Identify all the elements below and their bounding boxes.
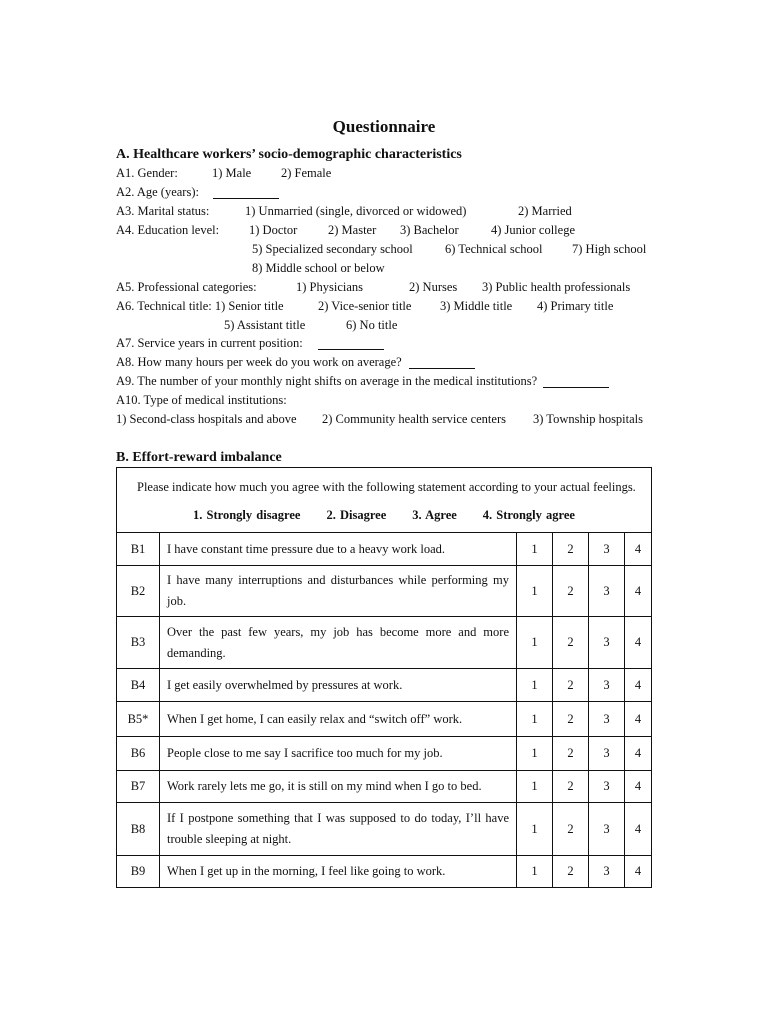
- table-intro-cell: [117, 468, 652, 533]
- response-option-1[interactable]: 1: [517, 803, 553, 856]
- instructions-text: Please indicate how much you agree with the following statement according to your actual feelings.: [137, 480, 636, 494]
- a6-option-primary[interactable]: 4) Primary title: [537, 299, 614, 313]
- a4-option-bachelor[interactable]: 3) Bachelor: [400, 223, 459, 237]
- a3-option-married[interactable]: 2) Married: [518, 204, 572, 218]
- table-row: [117, 617, 652, 669]
- response-option-4[interactable]: 4: [625, 856, 652, 888]
- page-title: Questionnaire: [332, 117, 436, 136]
- section-a-heading: A. Healthcare workers’ socio-demographic characteristics: [116, 147, 462, 162]
- response-option-2[interactable]: 2: [553, 566, 589, 617]
- response-option-2[interactable]: 2: [553, 803, 589, 856]
- scale-label-2: 2. Disagree: [326, 508, 387, 522]
- response-option-3[interactable]: 3: [589, 856, 625, 888]
- a7-answer-blank[interactable]: [318, 337, 384, 350]
- item-statement: I get easily overwhelmed by pressures at work.: [160, 669, 517, 702]
- a7-label-text: A7. Service years in current position:: [116, 336, 303, 350]
- item-statement: When I get up in the morning, I feel like going to work.: [160, 856, 517, 888]
- a6-option-middle[interactable]: 3) Middle title: [440, 299, 513, 313]
- response-option-3[interactable]: 3: [589, 566, 625, 617]
- a1-label: A1. Gender:: [116, 166, 178, 180]
- a5-option-physicians[interactable]: 1) Physicians: [296, 280, 364, 294]
- response-option-1[interactable]: 1: [517, 617, 553, 669]
- a4-option-junior-college[interactable]: 4) Junior college: [491, 223, 576, 237]
- table-intro-row: [117, 468, 652, 533]
- table-row: [117, 669, 652, 702]
- a3-label: A3. Marital status:: [116, 204, 210, 218]
- response-option-1[interactable]: 1: [517, 856, 553, 888]
- scale-label-4: 4. Strongly agree: [482, 508, 575, 522]
- table-row: [117, 856, 652, 888]
- response-option-4[interactable]: 4: [625, 771, 652, 803]
- table-row: [117, 803, 652, 856]
- item-statement: Over the past few years, my job has become more and more demanding.: [160, 617, 517, 669]
- response-option-4[interactable]: 4: [625, 803, 652, 856]
- a1-option-male[interactable]: 1) Male: [212, 166, 252, 180]
- response-option-4[interactable]: 4: [625, 533, 652, 566]
- item-code: B9: [117, 856, 160, 888]
- scale-label-1: 1. Strongly disagree: [193, 508, 301, 522]
- response-option-1[interactable]: 1: [517, 533, 553, 566]
- table-row: [117, 533, 652, 566]
- item-statement: Work rarely lets me go, it is still on my mind when I go to bed.: [160, 771, 517, 803]
- item-code: B6: [117, 737, 160, 771]
- response-option-4[interactable]: 4: [625, 669, 652, 702]
- a6-option-vice-senior[interactable]: 2) Vice-senior title: [318, 299, 412, 313]
- response-scale: [125, 504, 643, 526]
- section-b-heading: B. Effort-reward imbalance: [116, 450, 282, 465]
- response-option-2[interactable]: 2: [553, 669, 589, 702]
- table-row: [117, 702, 652, 737]
- item-code: B8: [117, 803, 160, 856]
- a8-answer-blank[interactable]: [409, 356, 475, 369]
- a10-option-second-class[interactable]: 1) Second-class hospitals and above: [116, 412, 297, 426]
- item-statement: When I get home, I can easily relax and “switch off” work.: [160, 702, 517, 737]
- a2-label-text: A2. Age (years):: [116, 185, 199, 199]
- a9-answer-blank[interactable]: [543, 375, 609, 388]
- response-option-4[interactable]: 4: [625, 566, 652, 617]
- response-option-1[interactable]: 1: [517, 669, 553, 702]
- effort-reward-table: [116, 467, 652, 888]
- a8-label: [116, 355, 475, 369]
- response-option-2[interactable]: 2: [553, 702, 589, 737]
- scale-label-3: 3. Agree: [412, 508, 457, 522]
- a4-option-master[interactable]: 2) Master: [328, 223, 377, 237]
- a8-label-text: A8. How many hours per week do you work on average?: [116, 355, 402, 369]
- response-option-2[interactable]: 2: [553, 737, 589, 771]
- a5-option-public-health[interactable]: 3) Public health professionals: [482, 280, 631, 294]
- a4-option-technical-school[interactable]: 6) Technical school: [445, 242, 543, 256]
- a1-option-female[interactable]: 2) Female: [281, 166, 332, 180]
- item-code: B5*: [117, 702, 160, 737]
- a5-option-nurses[interactable]: 2) Nurses: [409, 280, 458, 294]
- response-option-3[interactable]: 3: [589, 617, 625, 669]
- a9-label: [116, 374, 609, 388]
- response-option-3[interactable]: 3: [589, 737, 625, 771]
- a4-label: A4. Education level:: [116, 223, 220, 237]
- item-statement: I have many interruptions and disturbances while performing my job.: [160, 566, 517, 617]
- response-option-2[interactable]: 2: [553, 533, 589, 566]
- response-option-3[interactable]: 3: [589, 533, 625, 566]
- item-code: B4: [117, 669, 160, 702]
- item-statement: If I postpone something that I was supposed to do today, I’ll have trouble sleeping at night.: [160, 803, 517, 856]
- a4-option-high-school[interactable]: 7) High school: [572, 242, 647, 256]
- item-code: B7: [117, 771, 160, 803]
- response-option-2[interactable]: 2: [553, 617, 589, 669]
- item-code: B3: [117, 617, 160, 669]
- a10-option-township[interactable]: 3) Township hospitals: [533, 412, 644, 426]
- response-option-2[interactable]: 2: [553, 856, 589, 888]
- a2-label: [116, 185, 279, 199]
- a6-option-no-title[interactable]: 6) No title: [346, 318, 398, 332]
- item-code: B2: [117, 566, 160, 617]
- a10-label: A10. Type of medical institutions:: [116, 393, 287, 407]
- item-statement: People close to me say I sacrifice too much for my job.: [160, 737, 517, 771]
- response-option-3[interactable]: 3: [589, 803, 625, 856]
- table-row: [117, 566, 652, 617]
- a7-label: [116, 336, 384, 350]
- a10-option-community[interactable]: 2) Community health service centers: [322, 412, 506, 426]
- response-option-3[interactable]: 3: [589, 702, 625, 737]
- a3-option-unmarried[interactable]: 1) Unmarried (single, divorced or widowed): [245, 204, 467, 218]
- table-row: [117, 771, 652, 803]
- response-option-1[interactable]: 1: [517, 737, 553, 771]
- table-row: [117, 737, 652, 771]
- a9-label-text: A9. The number of your monthly night shifts on average in the medical institutions?: [116, 374, 538, 388]
- response-option-1[interactable]: 1: [517, 566, 553, 617]
- a4-option-middle-school[interactable]: 8) Middle school or below: [252, 261, 385, 275]
- response-option-3[interactable]: 3: [589, 771, 625, 803]
- a5-label: A5. Professional categories:: [116, 280, 257, 294]
- response-option-2[interactable]: 2: [553, 771, 589, 803]
- item-code: B1: [117, 533, 160, 566]
- response-option-1[interactable]: 1: [517, 771, 553, 803]
- item-statement: I have constant time pressure due to a heavy work load.: [160, 533, 517, 566]
- a6-option-assistant[interactable]: 5) Assistant title: [224, 318, 306, 332]
- response-option-3[interactable]: 3: [589, 669, 625, 702]
- a6-label: A6. Technical title: 1) Senior title: [116, 299, 284, 313]
- response-option-4[interactable]: 4: [625, 617, 652, 669]
- a4-option-specialized-secondary[interactable]: 5) Specialized secondary school: [252, 242, 413, 256]
- response-option-4[interactable]: 4: [625, 737, 652, 771]
- a4-option-doctor[interactable]: 1) Doctor: [249, 223, 298, 237]
- response-option-4[interactable]: 4: [625, 702, 652, 737]
- a2-answer-blank[interactable]: [213, 186, 279, 199]
- response-option-1[interactable]: 1: [517, 702, 553, 737]
